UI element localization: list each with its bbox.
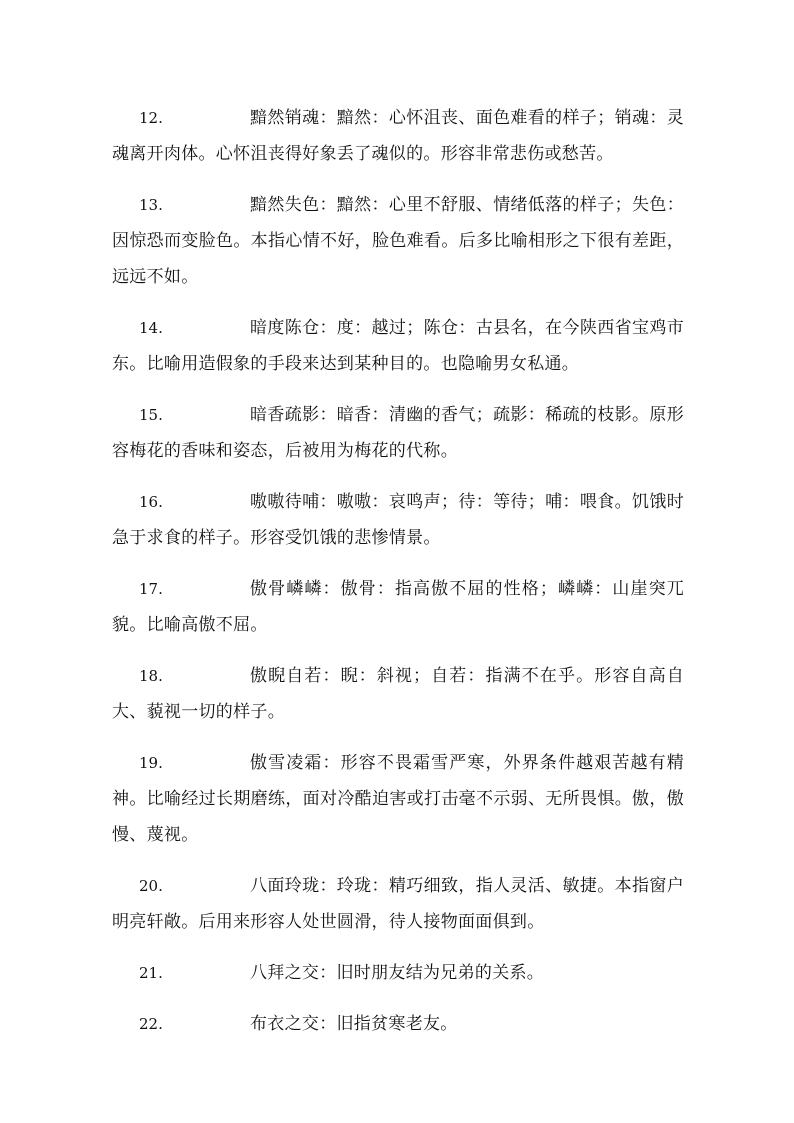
entry-text: 暗度陈仓：度：越过；陈仓：古县名，在今陕西省宝鸡市东。比喻用造假象的手段来达到某种目的。也隐喻男女私通。 <box>112 318 684 374</box>
entry-number: 19. <box>139 754 163 772</box>
entry-text: 黯然失色：黯然：心里不舒服、情绪低落的样子；失色：因惊恐而变脸色。本指心情不好，脸色难看。后多比喻相形之下很有差距，远远不如。 <box>112 195 684 287</box>
entry-text: 八面玲珑：玲珑：精巧细致，指人灵活、敏捷。本指窗户明亮轩敞。后用来形容人处世圆滑，待人接物面面俱到。 <box>112 876 684 932</box>
idiom-entry <box>0 868 794 940</box>
entry-number: 14. <box>139 319 163 337</box>
entry-text: 黯然销魂：黯然：心怀沮丧、面色难看的样子；销魂：灵魂离开肉体。心怀沮丧得好象丢了魂似的。形容非常悲伤或愁苦。 <box>112 108 684 164</box>
entry-number: 21. <box>139 964 163 982</box>
entry-text: 嗷嗷待哺：嗷嗷：哀鸣声；待：等待；哺：喂食。饥饿时急于求食的样子。形容受饥饿的悲惨情景。 <box>112 492 684 548</box>
idiom-entry <box>0 187 794 295</box>
entry-number: 22. <box>139 1015 163 1033</box>
entry-text: 布衣之交：旧指贫寒老友。 <box>250 1014 458 1034</box>
entry-number: 16. <box>139 493 163 511</box>
entry-text: 傲睨自若：睨：斜视；自若：指满不在乎。形容自高自大、藐视一切的样子。 <box>112 666 684 722</box>
idiom-entry <box>0 100 794 172</box>
entry-number: 20. <box>139 877 163 895</box>
entry-text: 暗香疏影：暗香：清幽的香气；疏影：稀疏的枝影。原形容梅花的香味和姿态，后被用为梅花的代称。 <box>112 405 684 461</box>
entry-number: 17. <box>139 580 163 598</box>
entry-text: 八拜之交：旧时朋友结为兄弟的关系。 <box>250 963 545 983</box>
entry-text: 傲骨嶙嶙：傲骨：指高傲不屈的性格；嶙嶙：山崖突兀貌。比喻高傲不屈。 <box>112 579 684 635</box>
idiom-entry <box>0 658 794 730</box>
idiom-entry <box>0 955 794 991</box>
entry-number: 18. <box>139 667 163 685</box>
idiom-entry <box>0 310 794 382</box>
entry-number: 15. <box>139 406 163 424</box>
entry-number: 13. <box>139 196 163 214</box>
idiom-entry <box>0 745 794 853</box>
idiom-entry <box>0 397 794 469</box>
entry-text: 傲雪凌霜：形容不畏霜雪严寒，外界条件越艰苦越有精神。比喻经过长期磨练，面对冷酷迫害或打击毫不示弱、无所畏惧。傲，傲慢、蔑视。 <box>112 753 684 845</box>
idiom-entry <box>0 1006 794 1042</box>
idiom-entry <box>0 484 794 556</box>
idiom-list <box>0 100 794 1057</box>
entry-number: 12. <box>139 109 163 127</box>
idiom-entry <box>0 571 794 643</box>
